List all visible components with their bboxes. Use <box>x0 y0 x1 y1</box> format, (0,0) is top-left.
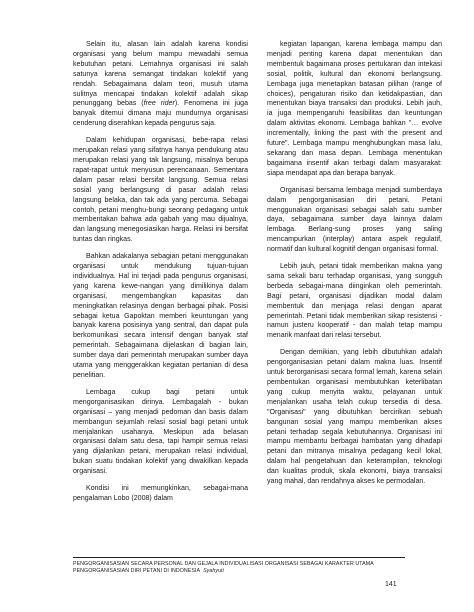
paragraph: kegiatan lapangan, karena lembaga mampu dan menjadi penting karena dapat menentukan dan membentuk bagaimana proses pertukaran dan intekasi sosial, politik, kultural dan ekonomi berlangsung. Lembaga juga menetapkan batasan pilihan (range of choices), pengaturan risiko dan ketidakpastian, dan menentukan biaya transaksi dan produksi. Lebih jauh, ia juga mempengaruhi feasibilitas dan keuntungan dalam aktivitas ekonomi. Lembaga bahkan "… evolve incrementally, linking the past with the present and future". Lembaga mampu menghubungkan masa lalu, sekarang dan masa depan. Lembaga menentukan bagaimana insentif akan terbagi dalam masyarakat: siapa mendapat apa dan berapa banyak. <box>267 41 442 177</box>
page-number: 141 <box>385 581 397 588</box>
paragraph: Dengan demikian, yang lebih dibutuhkan adalah pengorganisasian petani dalam makna luas. Insentif untuk berorganisasi secara formal lemah, karena selain pembentukan organisasi membutuhkan keterlibatan yang cukup menyita waktu, pelayanan untuk menjalankan usaha telah cukup tersedia di desa. "Organisasi" yang dibutuhkan bercirikan sebuah bangunan sosial yang mampu memberikan akses petani terhadap segala kebutuhannya. Organisasi ini mampu membantu berbagai hambatan yang dihadapi petani dan mitranya misalnya pedagang kecil lokal, dalam hal pengetahuan dan keterampilan, teknologi dan kualitas produk, skala ekonomi, biaya transaksi yang mahal, dan rendahnya akses ke permodalan. <box>267 349 442 486</box>
paragraph: Selain itu, alasan lain adalah karena kondisi organisasi yang belum mampu mewadahi semua kebutuhan petani. Lemahnya organisasi ini salah satunya karena semangat tindakan kolektif yang rendah. Sebagaimana dalam teori, musuh utama sulitnya mencapai tindakan kolektif adalah sikap penunggang bebas (free rider). Fenomena ini juga banyak ditemui dimana maju mundurnya organisasi cenderung diserahkan kepada pengurus saja. <box>73 41 248 128</box>
footer-title-line2 <box>73 568 405 575</box>
paragraph: Organisasi bersama lembaga menjadi sumberdaya dalam pengorganisasian diri petani. Petani menggunakan organisasi sebagai salah satu sumber daya, sebagaimana sumber daya lainnya dalam lembaga. Berlang-sung proses yang saling mencampurkan (interplay) antara aspek regulatif, normatif dan kultural kognitif dengan organisasi formal. <box>267 186 442 254</box>
right-column <box>267 40 442 494</box>
left-column <box>73 40 248 511</box>
paragraph: Lembaga cukup bagi petani untuk mengorganisasikan dirinya. Lembagalah - bukan organisasi – yang menjadi pedoman dan basis dalam membangun sejumlah relasi sosial bagi petani untuk menjalankan usahanya. Meskipun ada belasan organisasi dalam satu desa, tapi hampir semua relasi yang dijalankan petani, merupakan relasi individual, bukan suatu tindakan kolektif yang diwakilkan kepada organisasi. <box>73 388 248 476</box>
paragraph: Dalam kehidupan organisasi, bebe-rapa relasi merupakan relasi yang sifatnya hanya pendukung atau merupakan relasi yang tak langsung, misalnya berupa rapat-rapat untuk menyusun perencanaan. Sementara dalam pasar relasi bersifat langsung. Semua relasi sosial yang berlangsung di pasar adalah relasi langsung belaka, dan tak ada yang percuma. Sebagai contoh, petani menghu-bungi seorang pedagang untuk memberitakan bahwa ada gabah yang mau dijualnya, dan langsung menegosiasikan harga. Relasi ini bersifat tuntas dan ringkas. <box>73 137 248 244</box>
footer-title-line1: PENGORGANISASIAN SECARA PERSONAL DAN GEJALA INDIVIDUALISASI ORGANISASI SEBAGAI KARAKTER UTAMA <box>73 561 374 567</box>
paragraph: Bahkan adakalanya sebagian petani menggunakan organisasi untuk mendukung tujuan-tujuan individualnya. Hal ini terjadi pada pengurus organisasi, yang karena kewe-nangan yang dimilikinya dalam organisasi, mengembangkan kapasitas dan meningkatkan relasinya dengan berbagai pihak. Posisi sebagai ketua Gapoktan memberi keuntungan yang banyak karena posisinya yang sentral, dan dapat pula berkomunikasi secara intensif dengan banyak staf pemerintah. Sebagaimana dijelaskan di bagian lain, sumber daya dari pemerintah merupakan sumber daya utama yang menggerakkan kegiatan pertanian di desa penelitian. <box>73 253 248 379</box>
paragraph: Lebih jauh, petani tidak memberikan makna yang sama sekali baru terhadap organisasi, yang sungguh berbeda sebagai-mana diinginkan oleh pemerintah. Bagi petani, organisasi dijadikan modal dalam membentuk dan menjaga relasi dengan aparat pemerintah. Petani tidak memberikan sikap resistensi - namun justeru kooperatif - dan malah tetap mampu menarik manfaat dari relasi tersebut. <box>267 263 442 340</box>
footer-title-line2-text: PENGORGANISASIAN DIRI PETANI DI INDONESIA <box>73 568 201 574</box>
running-footer <box>73 557 405 575</box>
paragraph: Kondisi ini memungkinkan, sebagai-mana pengalaman Lobo (2008) dalam <box>73 485 248 502</box>
footer-author: Syahyuti <box>203 568 224 574</box>
